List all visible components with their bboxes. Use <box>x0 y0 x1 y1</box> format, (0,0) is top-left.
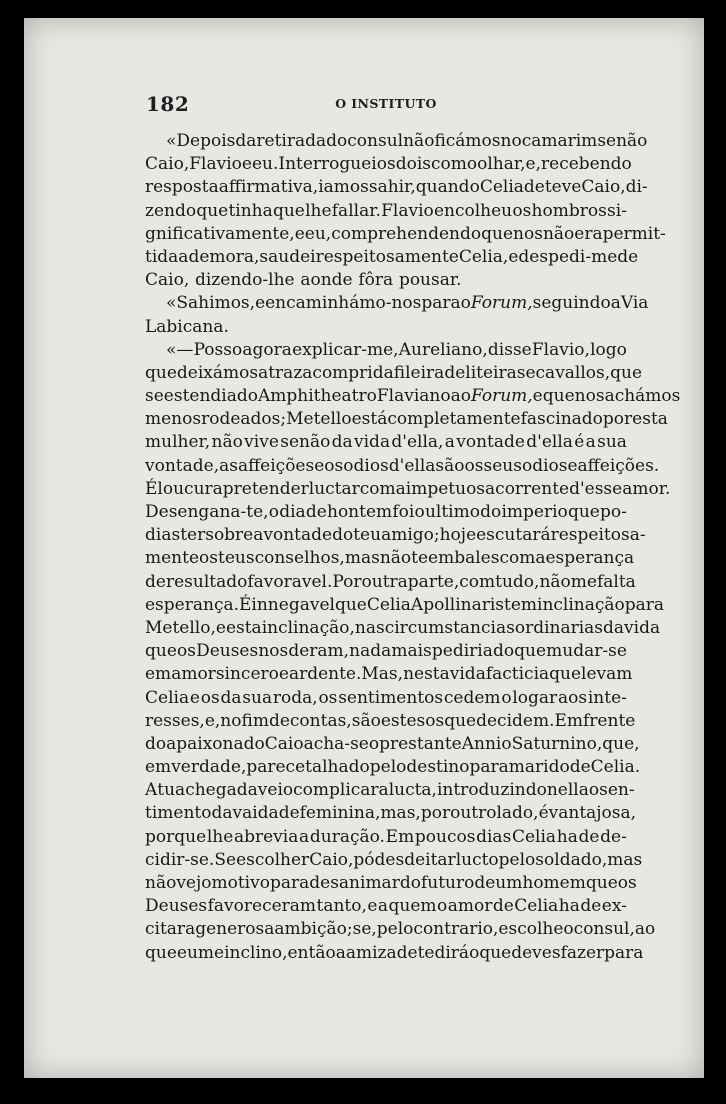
text-line: resposta affirmativa, iamos sahir, quando Celia deteve Caio, di- <box>145 177 648 198</box>
text-line: de resultado favoravel. Por outra parte, comtudo, não me falta <box>145 571 636 592</box>
text-line: que os Deuses nos deram, nada mais pediria do que mudar-se <box>145 641 627 662</box>
text-line: gnificativamente, e eu, comprehendendo que nos não era permit- <box>145 223 666 244</box>
text-line: «Sahimos, e encaminhámo-nos para o Forum, seguindo a Via <box>166 293 649 314</box>
body-text <box>145 130 681 965</box>
text-line: cidir-se. Se escolher Caio, pódes deitar lucto pelo soldado, mas <box>145 849 643 870</box>
text-line: «Depois da retirada do consul não ficámos no camarim senão <box>166 131 648 151</box>
text-line: Metello, e esta inclinação, nas circumstancias ordinarias da vida <box>145 617 661 638</box>
text-line: dias ter sobre a vontade do teu amigo; hoje escutará respeitosa- <box>145 525 646 546</box>
text-line: mente os teus conselhos, mas não te embales com a esperança <box>145 548 635 569</box>
text-line: que deixámos atraz a comprida fileira de liteiras e cavallos, que <box>145 362 643 383</box>
text-line: zendo que tinha que lhe fallar. Flavio encolheu os hombros si- <box>145 200 627 221</box>
text-line: esperança. É innegavel que Celia Apollinaris tem inclinação para <box>145 594 665 615</box>
text-line: Labicana. <box>145 316 229 337</box>
text-line: vontade, as affeições e os odios d'ella são os seus odios e affeições. <box>145 455 660 476</box>
text-line: citar a generosa ambição; se, pelo contrario, escolhe o consul, ao <box>145 919 656 940</box>
text-line: resses, e, no fim de contas, são estes os que decidem. Em frente <box>145 710 636 731</box>
text-line: «— Posso agora explicar-me, Aureliano, disse Flavio, logo <box>166 339 627 360</box>
page-number: 182 <box>146 92 190 116</box>
text-line: Celia e os da sua roda, os sentimentos cedem o logar aos inte- <box>145 687 627 708</box>
text-line: porque lhe abrevia a duração. Em poucos dias Celia ha de de- <box>145 826 627 847</box>
text-line: Caio, Flavio e eu. Interroguei os dois com o olhar, e, recebendo <box>145 154 632 175</box>
text-line: Deuses favoreceram tanto, e a quem o amor de Celia ha de ex- <box>145 896 627 917</box>
text-line: menos rodeados; Metello está completamente fascinado por esta <box>145 409 668 430</box>
text-line: do apaixonado Caio acha-se o prestante Annio Saturnino, que, <box>145 733 640 754</box>
text-line: se estendia do Amphitheatro Flaviano ao Forum, e que nos achámos <box>145 386 681 407</box>
page-header <box>146 92 626 118</box>
text-line: A tua chegada veio complicar a lucta, introduzindo nella o sen- <box>145 780 635 801</box>
text-line: tida a demora, saudei respeitosamente Celia, e despedi-me de <box>145 246 639 267</box>
text-line: timento da vaidade feminina, mas, por outro lado, é vantajosa, <box>145 803 637 824</box>
running-title: O INSTITUTO <box>335 96 437 111</box>
text-line: mulher, não vive senão da vida d'ella, a vontade d'ella é a sua <box>145 432 627 453</box>
text-line: É loucura pretender luctar com a impetuosa corrente d'esse amor. <box>145 478 671 499</box>
text-line: não vejo motivo para desanimar do futuro de um homem que os <box>145 873 637 893</box>
text-line: em verdade, parece talhado pelo destino para marido de Celia. <box>145 757 641 778</box>
text-line: Desengana-te, o dia de hontem foi o ultimo do imperio que po- <box>145 502 627 522</box>
text-line: que eu me inclino, então a amizade te dirá o que deves fazer para <box>145 942 644 963</box>
text-line: em amor sincero e ardente. Mas, nesta vida facticia que levam <box>145 664 633 685</box>
text-line: Caio, dizendo-lhe aonde fôra pousar. <box>145 270 462 291</box>
